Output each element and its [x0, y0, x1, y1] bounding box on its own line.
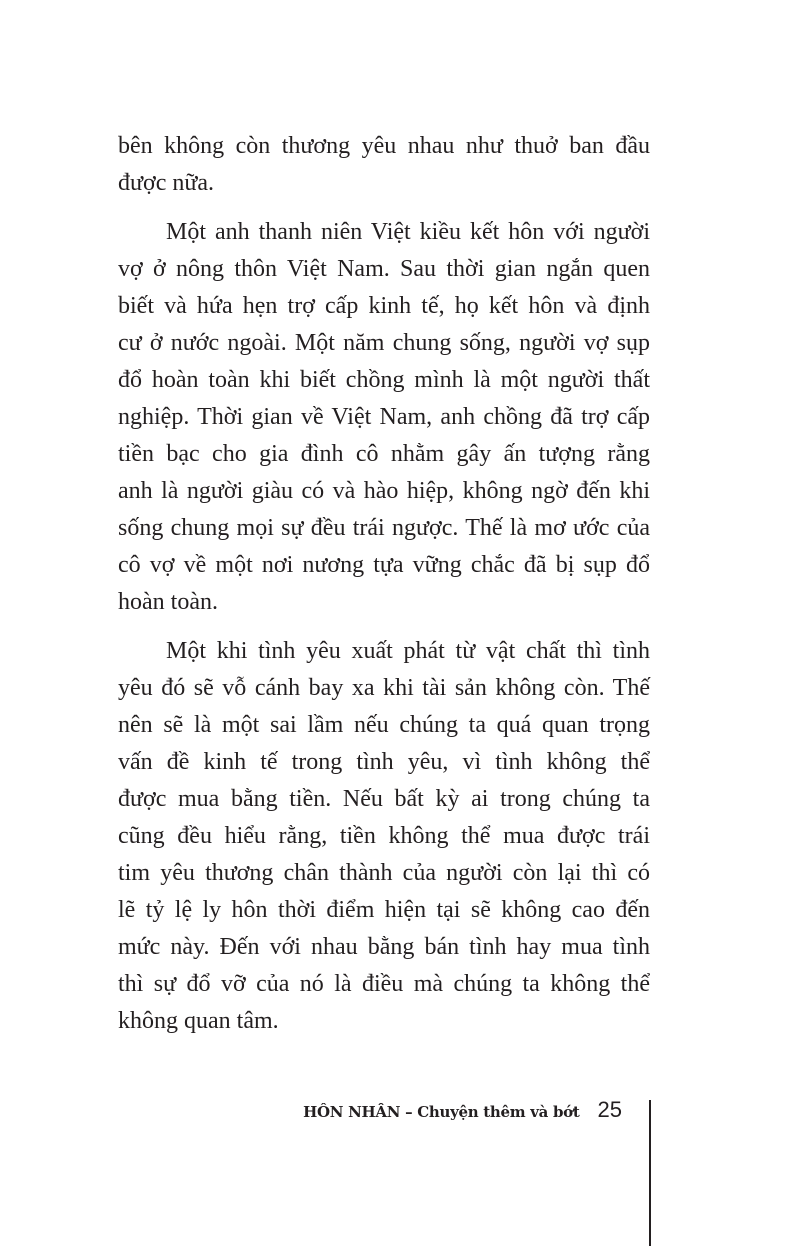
running-title: HÔN NHÂN – Chuyện thêm và bớt	[303, 1103, 580, 1121]
text-line: nên sẽ là một sai lầm nếu chúng ta quá quan trọng	[118, 712, 650, 738]
text-line: tim yêu thương chân thành của người còn lại thì có	[118, 860, 650, 886]
text-line: anh là người giàu có và hào hiệp, không ngờ đến khi	[118, 478, 650, 504]
text-line: vấn đề kinh tế trong tình yêu, vì tình không thể	[118, 749, 650, 775]
text-line: hoàn toàn.	[118, 589, 218, 615]
page-footer	[303, 1097, 622, 1123]
text-line: Một khi tình yêu xuất phát từ vật chất thì tình	[166, 638, 650, 664]
text-line: sống chung mọi sự đều trái ngược. Thế là mơ ước của	[118, 515, 650, 541]
text-line: mức này. Đến với nhau bằng bán tình hay mua tình	[118, 934, 650, 960]
text-line: vợ ở nông thôn Việt Nam. Sau thời gian ngắn quen	[118, 256, 650, 282]
text-line: được nữa.	[118, 170, 215, 196]
page-number: 25	[597, 1097, 622, 1122]
text-line: nghiệp. Thời gian về Việt Nam, anh chồng đã trợ cấp	[118, 404, 650, 430]
text-line: không quan tâm.	[118, 1008, 279, 1034]
text-line: biết và hứa hẹn trợ cấp kinh tế, họ kết hôn và định	[118, 293, 650, 319]
body-text	[118, 128, 650, 1052]
footer-rule	[649, 1100, 651, 1246]
text-line: được mua bằng tiền. Nếu bất kỳ ai trong chúng ta	[118, 786, 650, 812]
paragraph	[118, 214, 650, 621]
text-line: bên không còn thương yêu nhau như thuở ban đầu	[118, 133, 650, 159]
text-line: yêu đó sẽ vỗ cánh bay xa khi tài sản không còn. Thế	[118, 675, 650, 701]
text-line: cũng đều hiểu rằng, tiền không thể mua được trái	[118, 823, 650, 849]
text-line: thì sự đổ vỡ của nó là điều mà chúng ta không thể	[118, 971, 650, 997]
text-line: cư ở nước ngoài. Một năm chung sống, người vợ sụp	[118, 330, 650, 356]
text-line: tiền bạc cho gia đình cô nhằm gây ấn tượng rằng	[118, 441, 650, 467]
paragraph	[118, 128, 650, 202]
text-line: cô vợ về một nơi nương tựa vững chắc đã bị sụp đổ	[118, 552, 650, 578]
paragraph	[118, 633, 650, 1040]
text-line: đổ hoàn toàn khi biết chồng mình là một người thất	[118, 367, 650, 393]
text-line: lẽ tỷ lệ ly hôn thời điểm hiện tại sẽ không cao đến	[118, 897, 650, 923]
text-line: Một anh thanh niên Việt kiều kết hôn với người	[166, 219, 650, 245]
